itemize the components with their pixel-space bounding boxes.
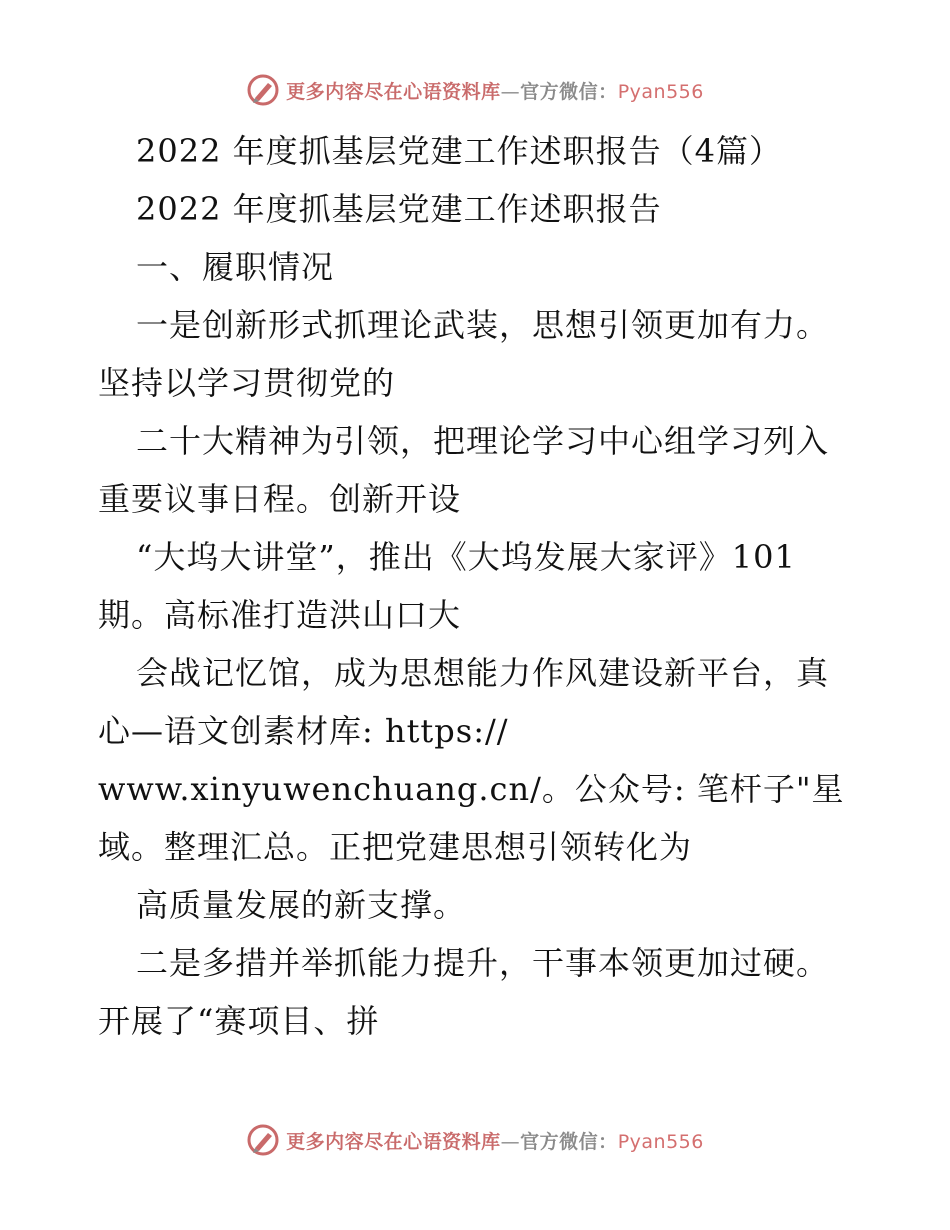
watermark-main-text: 更多内容尽在心语资料库 bbox=[286, 80, 501, 103]
text-line: 一是创新形式抓理论武装，思想引领更加有力。 bbox=[136, 306, 830, 344]
text-line: 一、履职情况 bbox=[136, 248, 335, 286]
text-line: 会战记忆馆，成为思想能力作风建设新平台，真 bbox=[136, 654, 830, 692]
text-line: 域。整理汇总。正把党建思想引领转化为 bbox=[98, 828, 693, 866]
text-line: 二是多措并举抓能力提升，干事本领更加过硬。 bbox=[136, 944, 830, 982]
watermark-label: 官方微信： bbox=[520, 1130, 618, 1153]
pen-logo-icon bbox=[246, 1123, 280, 1157]
text-line: www.xinyuwenchuang.cn/。公众号: 笔杆子"星 bbox=[98, 770, 845, 808]
text-line: 坚持以学习贯彻党的 bbox=[98, 364, 396, 402]
header-watermark bbox=[0, 70, 950, 110]
text-line: 二十大精神为引领，把理论学习中心组学习列入 bbox=[136, 422, 830, 460]
watermark-id: Pyan556 bbox=[617, 1130, 704, 1153]
footer-watermark bbox=[0, 1120, 950, 1160]
text-line: 心—语文创素材库: https:// bbox=[98, 712, 509, 750]
text-line: 2022 年度抓基层党建工作述职报告（4篇） bbox=[136, 132, 782, 170]
watermark-dash: — bbox=[500, 80, 521, 103]
watermark-id: Pyan556 bbox=[617, 80, 704, 103]
text-line: “大坞大讲堂”，推出《大坞发展大家评》101 bbox=[136, 538, 796, 576]
text-line: 2022 年度抓基层党建工作述职报告 bbox=[136, 190, 662, 228]
text-line: 高质量发展的新支撑。 bbox=[136, 886, 467, 924]
text-line: 期。高标准打造洪山口大 bbox=[98, 596, 462, 634]
watermark-label: 官方微信： bbox=[520, 80, 618, 103]
text-line: 重要议事日程。创新开设 bbox=[98, 480, 462, 518]
document-body bbox=[98, 122, 868, 1050]
pen-logo-icon bbox=[246, 73, 280, 107]
watermark-dash: — bbox=[500, 1130, 521, 1153]
text-line: 开展了“赛项目、拼 bbox=[98, 1002, 380, 1040]
watermark-main-text: 更多内容尽在心语资料库 bbox=[286, 1130, 501, 1153]
